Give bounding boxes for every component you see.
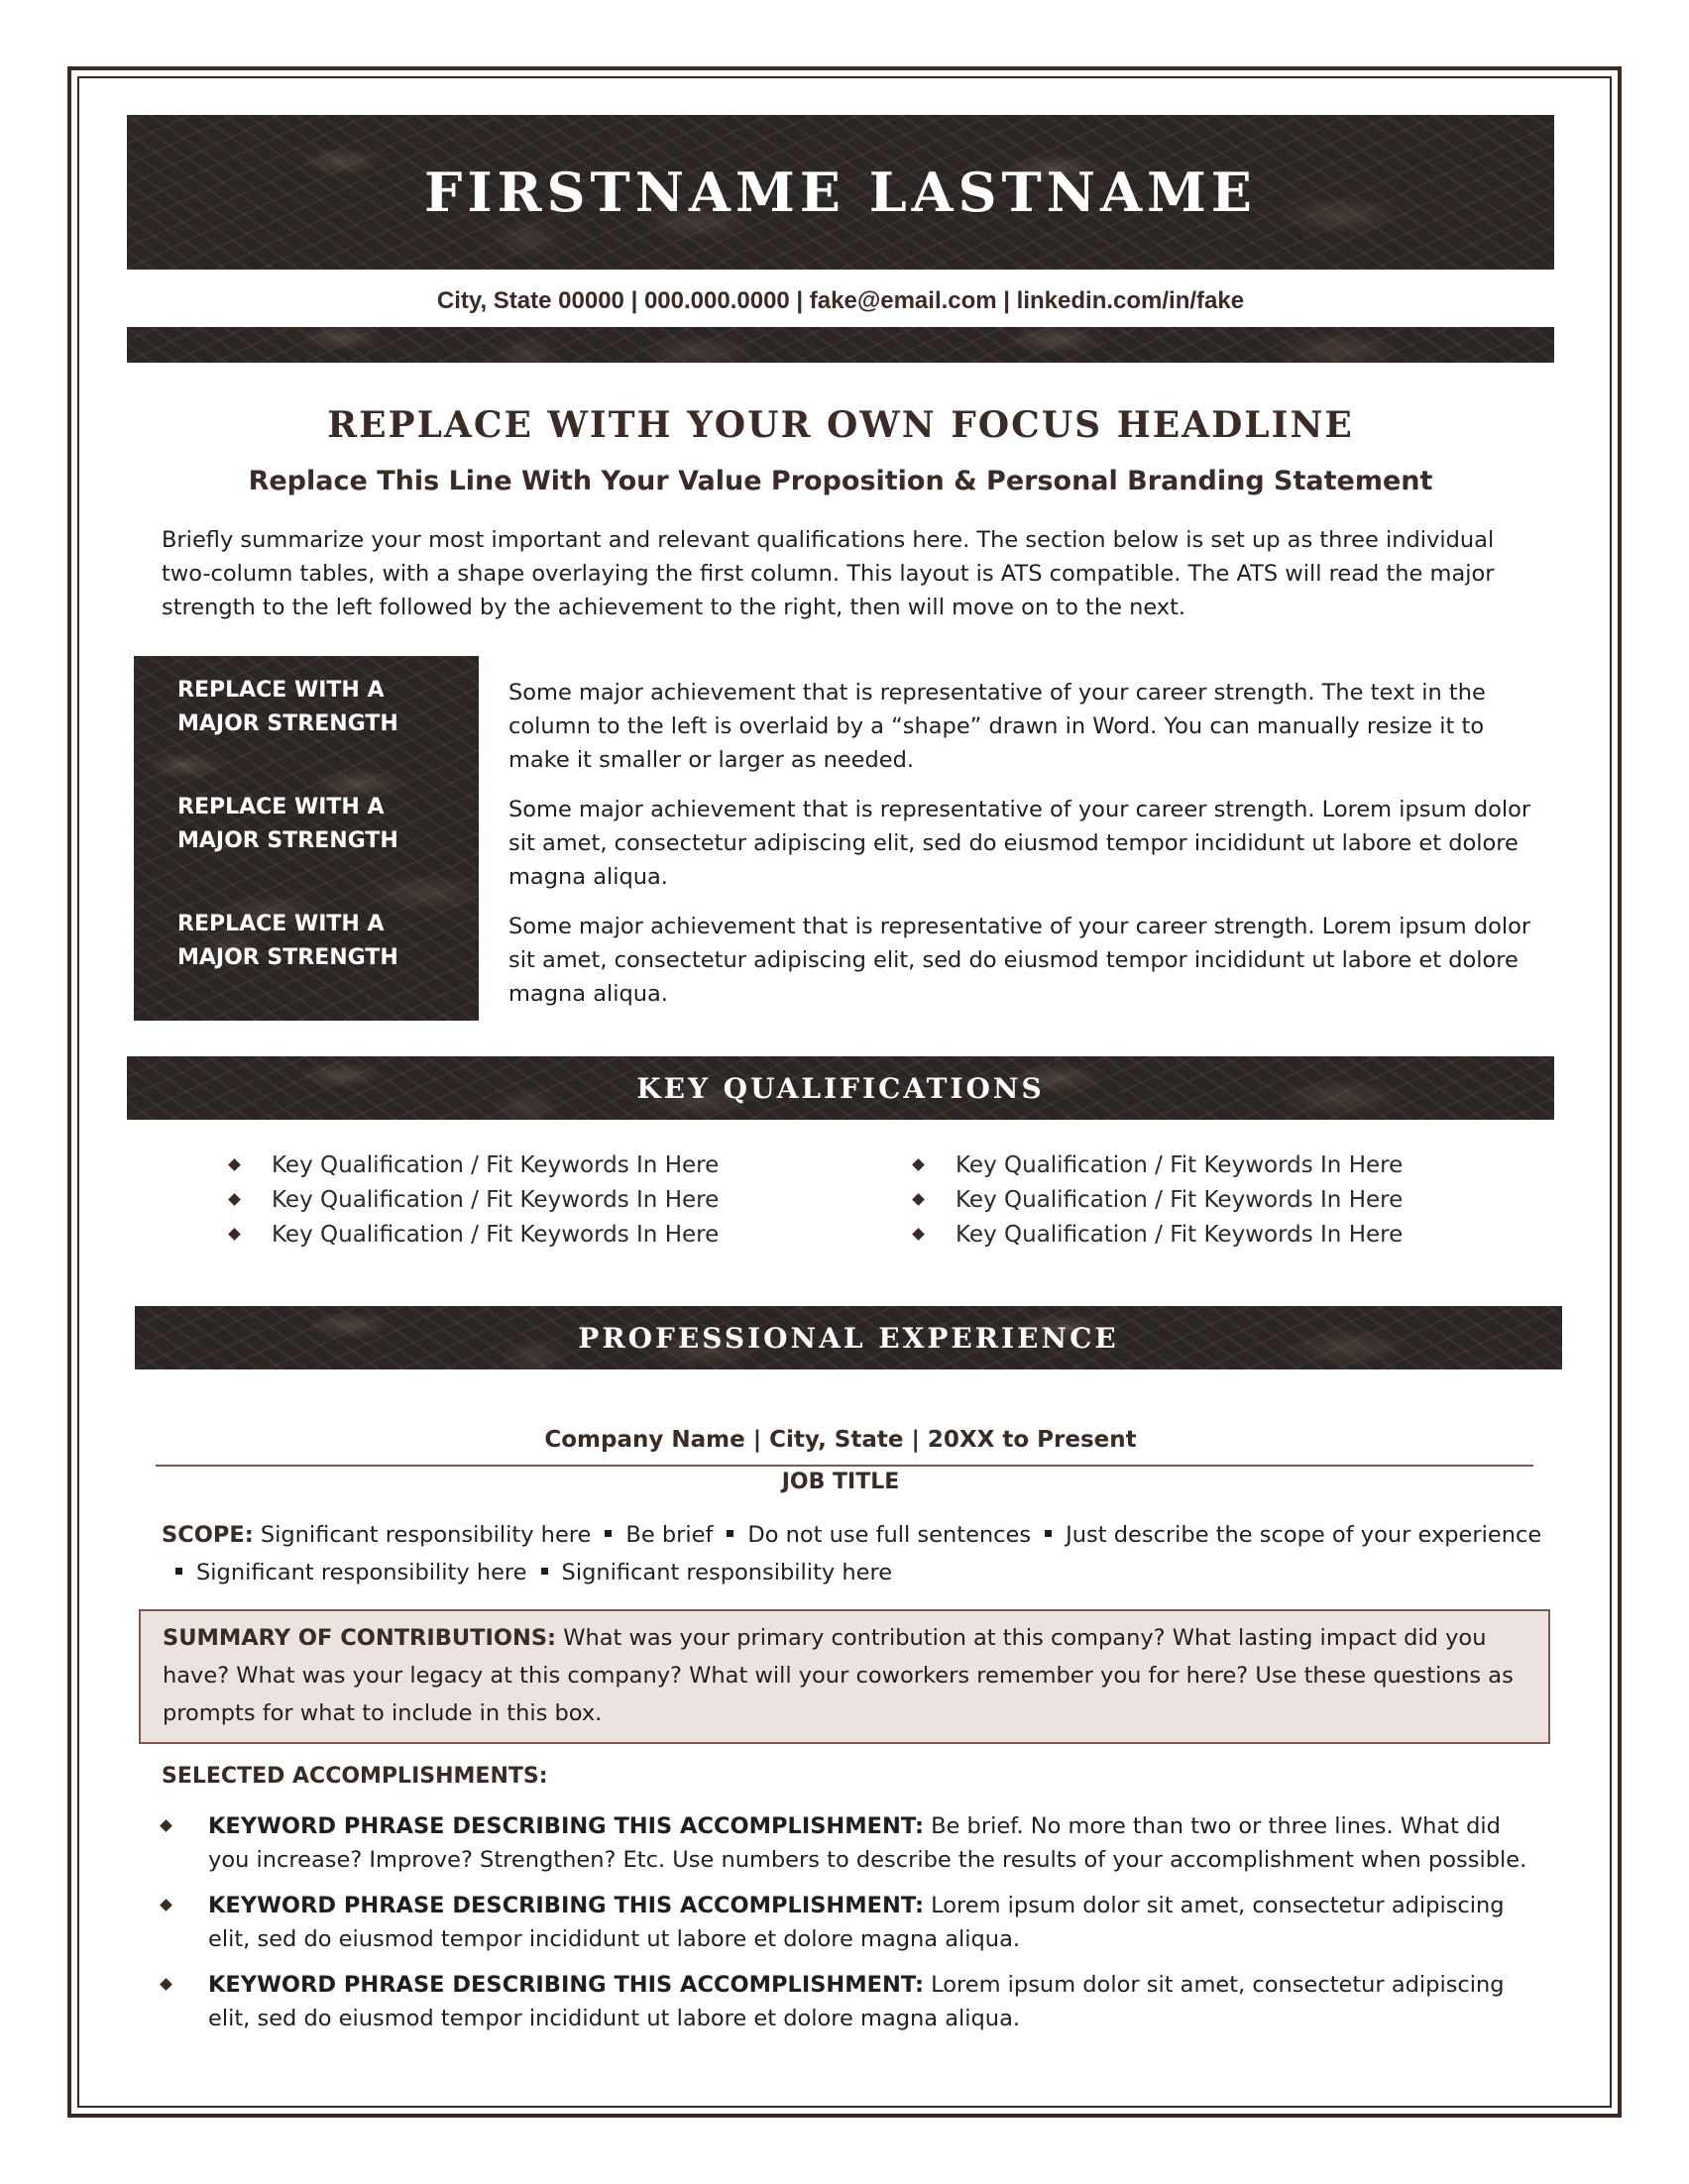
strength-achievement: Some major achievement that is representative of your career strength. The text in the column to the left is overlaid by a “shape” drawn in Word. You can manually resize it to make it smaller or larger as needed. [508,680,1486,773]
contributions-label: SUMMARY OF CONTRIBUTIONS: [163,1625,557,1651]
strength-label: REPLACE WITH A MAJOR STRENGTH [177,912,398,970]
list-item: Key Qualification / Fit Keywords In Here [914,1217,1548,1252]
diamond-bullet-icon [228,1193,241,1206]
scope-label: SCOPE: [162,1522,254,1548]
diamond-bullet-icon [160,1978,172,1991]
qualifications-right-list [914,1147,1548,1252]
diamond-bullet-icon [160,1899,172,1911]
contact-decorative-strip [127,327,1554,363]
square-bullet-icon [727,1530,733,1537]
strength-label: REPLACE WITH A MAJOR STRENGTH [177,795,398,853]
name-banner [127,115,1554,270]
list-item: Key Qualification / Fit Keywords In Here [914,1182,1548,1217]
list-item: Key Qualification / Fit Keywords In Here [230,1147,864,1182]
summary-paragraph: Briefly summarize your most important and relevant qualifications here. The section below is set up as three individual two-column tables, with a shape overlaying the first column. This layout is ATS compatible. The ATS will read the major strength to the left followed by the achievement to the right, then will move on to the next. [162,527,1495,620]
list-item: KEYWORD PHRASE DESCRIBING THIS ACCOMPLISHMENT: Be brief. No more than two or three lines. What did you increase? Improve? Strengthen? Etc. Use numbers to describe the results of your accomplishment when possible. [162,1809,1549,1877]
square-bullet-icon [541,1568,548,1575]
diamond-bullet-icon [160,1819,172,1832]
square-bullet-icon [1045,1530,1052,1537]
company-divider [156,1465,1533,1467]
section-title: KEY QUALIFICATIONS [636,1071,1045,1105]
focus-headline: REPLACE WITH YOUR OWN FOCUS HEADLINE [327,404,1354,446]
diamond-bullet-icon [912,1158,925,1171]
list-item: KEYWORD PHRASE DESCRIBING THIS ACCOMPLISHMENT: Lorem ipsum dolor sit amet, consectetur adipiscing elit, sed do eiusmod tempor incididunt ut labore et dolore magna aliqua. [162,1968,1549,2035]
job-title: JOB TITLE [781,1470,900,1494]
key-qualifications-banner [127,1056,1554,1120]
contributions-box: SUMMARY OF CONTRIBUTIONS: What was your primary contribution at this company? What lasting impact did you have? What was your legacy at this company? What will your coworkers remember you for here? Use these questions as prompts for what to include in this box. [139,1609,1550,1744]
list-item: KEYWORD PHRASE DESCRIBING THIS ACCOMPLISHMENT: Lorem ipsum dolor sit amet, consectetur adipiscing elit, sed do eiusmod tempor incididunt ut labore et dolore magna aliqua. [162,1889,1549,1956]
diamond-bullet-icon [912,1228,925,1241]
scope-paragraph: SCOPE: Significant responsibility here Be brief Do not use full sentences Just describe the scope of your experienceSignificant responsibility here Significant responsibility here [162,1522,1542,1585]
list-item: Key Qualification / Fit Keywords In Here [230,1217,864,1252]
diamond-bullet-icon [228,1158,241,1171]
list-item: Key Qualification / Fit Keywords In Here [230,1182,864,1217]
strength-achievement: Some major achievement that is representative of your career strength. Lorem ipsum dolor sit amet, consectetur adipiscing elit, sed do eiusmod tempor incididunt ut labore et dolore magna aliqua. [508,914,1531,1007]
list-item: Key Qualification / Fit Keywords In Here [914,1147,1548,1182]
candidate-name: FIRSTNAME LASTNAME [424,161,1257,224]
section-title: PROFESSIONAL EXPERIENCE [578,1321,1119,1355]
strength-label: REPLACE WITH A MAJOR STRENGTH [177,678,398,736]
qualifications-left-list [230,1147,864,1252]
professional-experience-banner [135,1306,1562,1369]
contact-line: City, State 00000 | 000.000.0000 | fake@email.com | linkedin.com/in/fake [436,287,1245,314]
square-bullet-icon [605,1530,612,1537]
accomplishments-heading: SELECTED ACCOMPLISHMENTS: [162,1764,548,1789]
strength-achievement: Some major achievement that is representative of your career strength. Lorem ipsum dolor sit amet, consectetur adipiscing elit, sed do eiusmod tempor incididunt ut labore et dolore magna aliqua. [508,797,1531,890]
diamond-bullet-icon [912,1193,925,1206]
diamond-bullet-icon [228,1228,241,1241]
square-bullet-icon [175,1568,182,1575]
company-line: Company Name | City, State | 20XX to Present [544,1427,1137,1453]
value-proposition: Replace This Line With Your Value Proposition & Personal Branding Statement [248,466,1433,496]
